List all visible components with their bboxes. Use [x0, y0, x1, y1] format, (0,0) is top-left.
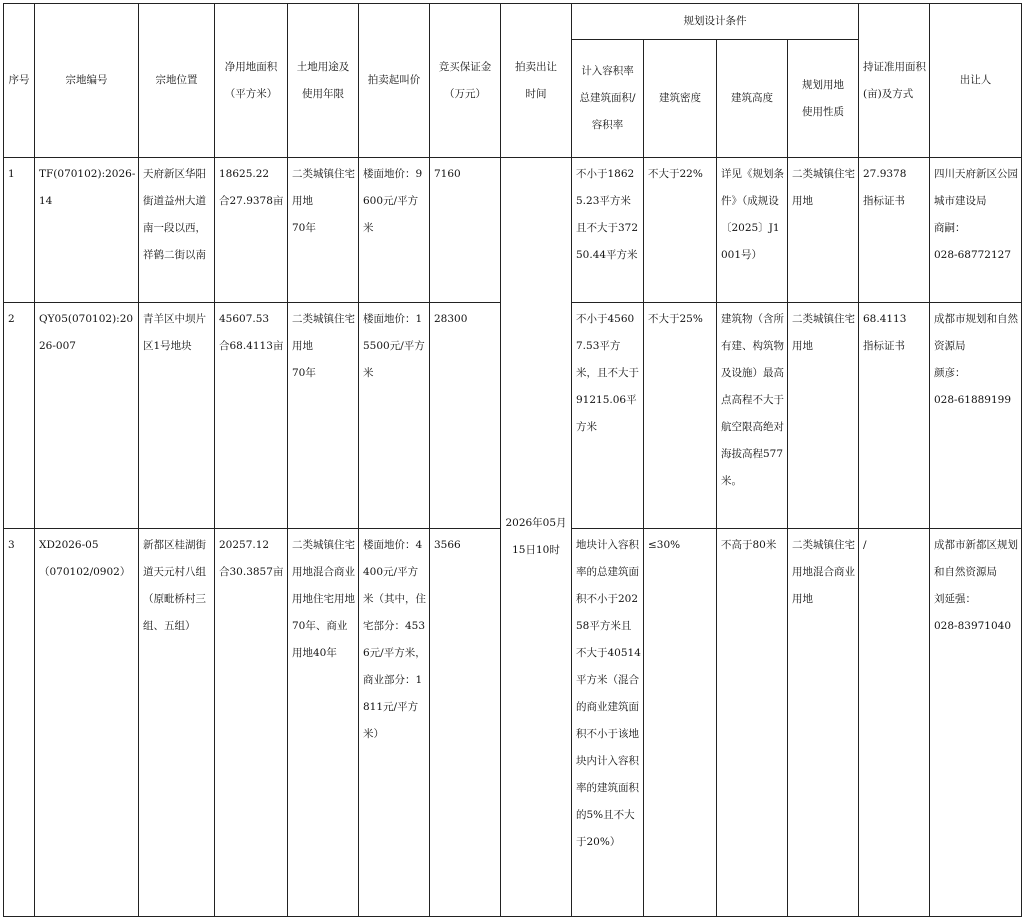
header-net-area: 净用地面积（平方米） — [215, 4, 288, 158]
header-land-nature: 规划用地使用性质 — [788, 40, 859, 158]
cell-location: 天府新区华阳街道益州大道南一段以西，祥鹤二街以南 — [139, 158, 215, 303]
cell-auction-time: 2026年05月15日10时 — [501, 158, 572, 917]
cell-deposit: 7160 — [430, 158, 501, 303]
cell-height: 不高于80米 — [717, 529, 788, 917]
header-deposit: 竞买保证金（万元） — [430, 4, 501, 158]
cell-deposit: 28300 — [430, 303, 501, 529]
cell-height: 详见《规划条件》（成规设〔2025〕J1001号） — [717, 158, 788, 303]
cell-net-area: 20257.12 合30.3857亩 — [215, 529, 288, 917]
header-land-use: 土地用途及使用年限 — [288, 4, 359, 158]
cell-start-price: 楼面地价：9600元/平方米 — [359, 158, 430, 303]
header-far: 计入容积率总建筑面积/容积率 — [572, 40, 644, 158]
cell-far: 不小于18625.23平方米且不大于37250.44平方米 — [572, 158, 644, 303]
cell-parcel-no: QY05(070102):2026-007 — [35, 303, 139, 529]
cell-quota: 27.9378 指标证书 — [859, 158, 930, 303]
cell-parcel-no: XD2026-05 （070102/0902） — [35, 529, 139, 917]
cell-land-nature: 二类城镇住宅用地 — [788, 303, 859, 529]
header-row-top — [4, 4, 1022, 40]
cell-location: 青羊区中坝片区1号地块 — [139, 303, 215, 529]
cell-transferor: 成都市规划和自然资源局 颜彦： 028-61889199 — [930, 303, 1022, 529]
cell-start-price: 楼面地价：4400元/平方米（其中，住宅部分：4536元/平方米，商业部分：1811元/平方米） — [359, 529, 430, 917]
cell-transferor: 成都市新都区规划和自然资源局 刘延强： 028-83971040 — [930, 529, 1022, 917]
cell-quota: / — [859, 529, 930, 917]
land-auction-table — [3, 3, 1022, 917]
cell-location: 新都区桂湖街道天元村八组（原毗桥村三组、五组） — [139, 529, 215, 917]
cell-deposit: 3566 — [430, 529, 501, 917]
header-seq: 序号 — [4, 4, 35, 158]
header-parcel-no: 宗地编号 — [35, 4, 139, 158]
header-start-price: 拍卖起叫价 — [359, 4, 430, 158]
cell-land-nature: 二类城镇住宅用地 — [788, 158, 859, 303]
header-transferor: 出让人 — [930, 4, 1022, 158]
cell-quota: 68.4113 指标证书 — [859, 303, 930, 529]
header-planning-conditions: 规划设计条件 — [572, 4, 859, 40]
header-density: 建筑密度 — [644, 40, 717, 158]
cell-land-use: 二类城镇住宅用地 70年 — [288, 158, 359, 303]
header-location: 宗地位置 — [139, 4, 215, 158]
cell-land-use: 二类城镇住宅用地混合商业用地住宅用地70年、商业用地40年 — [288, 529, 359, 917]
cell-height: 建筑物（含所有建、构筑物及设施）最高点高程不大于航空限高绝对海拔高程577米。 — [717, 303, 788, 529]
cell-seq: 2 — [4, 303, 35, 529]
header-height: 建筑高度 — [717, 40, 788, 158]
header-quota: 持证准用面积(亩)及方式 — [859, 4, 930, 158]
table-row — [4, 158, 1022, 303]
cell-land-use: 二类城镇住宅用地 70年 — [288, 303, 359, 529]
header-auction-time: 拍卖出让时间 — [501, 4, 572, 158]
cell-far: 地块计入容积率的总建筑面积不小于20258平方米且不大于40514平方米（混合的商业建筑面积不小于该地块内计入容积率的建筑面积的5%且不大于20%） — [572, 529, 644, 917]
cell-seq: 3 — [4, 529, 35, 917]
cell-far: 不小于45607.53平方米，且不大于91215.06平方米 — [572, 303, 644, 529]
cell-net-area: 45607.53 合68.4113亩 — [215, 303, 288, 529]
cell-land-nature: 二类城镇住宅用地混合商业用地 — [788, 529, 859, 917]
cell-density: 不大于22% — [644, 158, 717, 303]
cell-net-area: 18625.22 合27.9378亩 — [215, 158, 288, 303]
cell-density: ≤30% — [644, 529, 717, 917]
cell-start-price: 楼面地价：15500元/平方米 — [359, 303, 430, 529]
cell-parcel-no: TF(070102):2026-14 — [35, 158, 139, 303]
cell-transferor: 四川天府新区公园城市建设局 商嗣： 028-68772127 — [930, 158, 1022, 303]
cell-density: 不大于25% — [644, 303, 717, 529]
cell-seq: 1 — [4, 158, 35, 303]
